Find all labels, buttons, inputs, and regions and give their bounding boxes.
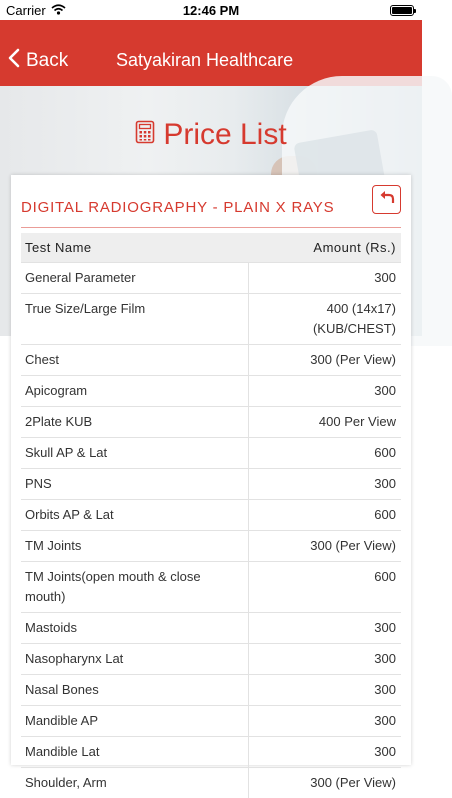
row-test-name: Mandible AP xyxy=(21,706,249,736)
header-amount: Amount (Rs.) xyxy=(313,240,396,255)
row-amount: 300 (Per View) xyxy=(310,352,396,367)
table-row xyxy=(21,262,401,293)
table-row xyxy=(21,375,401,406)
row-test-name: TM Joints xyxy=(21,531,249,561)
table-row xyxy=(21,406,401,437)
card-header xyxy=(21,185,401,227)
row-amount: 600 xyxy=(374,569,396,584)
table-row xyxy=(21,561,401,612)
header-divider xyxy=(21,227,401,228)
row-test-name: General Parameter xyxy=(21,263,249,293)
row-test-name: Mastoids xyxy=(21,613,249,643)
row-amount: 600 xyxy=(374,445,396,460)
price-table xyxy=(21,233,401,798)
row-amount: 300 xyxy=(374,383,396,398)
row-amount: 400 Per View xyxy=(318,414,396,429)
row-amount: 300 xyxy=(374,713,396,728)
row-amount: 300 (Per View) xyxy=(310,538,396,553)
table-row xyxy=(21,437,401,468)
row-test-name: Mandible Lat xyxy=(21,737,249,767)
nav-title: Satyakiran Healthcare xyxy=(116,50,294,70)
row-amount: 300 xyxy=(374,744,396,759)
row-amount: 400 (14x17) (KUB/CHEST) xyxy=(312,301,396,336)
header-test-name: Test Name xyxy=(25,240,92,255)
table-row xyxy=(21,499,401,530)
row-test-name: Chest xyxy=(21,345,249,375)
status-time: 12:46 PM xyxy=(182,3,240,18)
row-amount: 300 (Per View) xyxy=(310,775,396,790)
row-test-name: Orbits AP & Lat xyxy=(21,500,249,530)
table-row xyxy=(21,767,401,798)
row-test-name: True Size/Large Film xyxy=(21,294,249,344)
page-title xyxy=(0,118,422,152)
price-card xyxy=(11,175,411,790)
page-heading-text: Price List xyxy=(163,118,287,151)
table-row xyxy=(21,344,401,375)
row-test-name: PNS xyxy=(21,469,249,499)
table-row xyxy=(21,674,401,705)
back-button[interactable] xyxy=(8,48,68,74)
row-amount: 300 xyxy=(374,651,396,666)
return-button[interactable] xyxy=(372,185,401,214)
row-amount: 300 xyxy=(374,270,396,285)
calculator-icon xyxy=(135,118,155,152)
row-test-name: Nasopharynx Lat xyxy=(21,644,249,674)
table-row xyxy=(21,293,401,344)
table-row xyxy=(21,736,401,767)
back-label: Back xyxy=(26,50,69,71)
table-row xyxy=(21,705,401,736)
chevron-left-icon xyxy=(8,48,20,74)
row-test-name: Shoulder, Arm xyxy=(21,768,249,798)
row-amount: 600 xyxy=(374,507,396,522)
row-test-name: Skull AP & Lat xyxy=(21,438,249,468)
table-row xyxy=(21,468,401,499)
row-test-name: Nasal Bones xyxy=(21,675,249,705)
battery-icon xyxy=(390,5,414,16)
table-row xyxy=(21,530,401,561)
row-amount: 300 xyxy=(374,682,396,697)
table-header xyxy=(21,233,401,262)
return-arrow-icon xyxy=(379,190,395,209)
row-test-name: TM Joints(open mouth & close mouth) xyxy=(21,562,249,612)
row-test-name: 2Plate KUB xyxy=(21,407,249,437)
carrier-label: Carrier xyxy=(6,3,46,18)
status-bar xyxy=(0,0,422,20)
row-test-name: Apicogram xyxy=(21,376,249,406)
row-amount: 300 xyxy=(374,620,396,635)
section-title: DIGITAL RADIOGRAPHY - PLAIN X RAYS xyxy=(21,199,335,216)
table-row xyxy=(21,643,401,674)
table-row xyxy=(21,612,401,643)
row-amount: 300 xyxy=(374,476,396,491)
